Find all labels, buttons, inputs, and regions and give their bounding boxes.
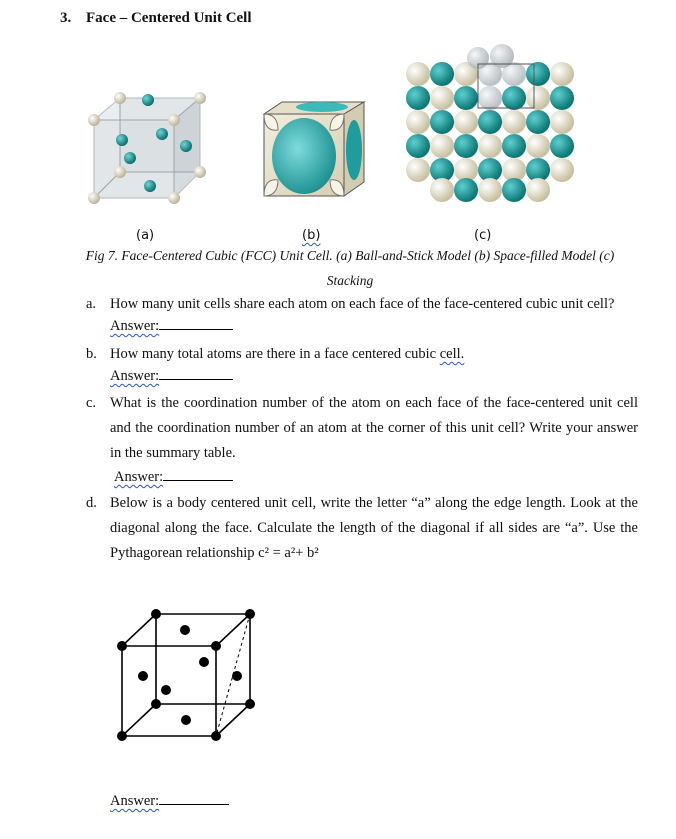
caption-line-2: Stacking <box>326 273 374 288</box>
question-a <box>86 292 646 318</box>
section-title <box>60 10 252 27</box>
question-b <box>86 342 646 368</box>
answer-d-blank[interactable] <box>159 803 229 805</box>
question-c <box>86 391 642 471</box>
section-number: 3. <box>60 10 72 26</box>
caption-line-1: Fig 7. Face-Centered Cubic (FCC) Unit Cell. (a) Ball-and-Stick Model (b) Space-filled Model (c) <box>85 248 615 263</box>
section-heading: Face – Centered Unit Cell <box>86 10 252 26</box>
bcc-cube-diagram[interactable] <box>110 606 260 742</box>
fcc-space-filled-image <box>260 100 378 200</box>
answer-b-blank[interactable] <box>159 378 233 380</box>
question-d-text: Below is a body centered unit cell, write the letter “a” along the edge length. Look at the diagonal along the face. Calculate the length of the diagonal if all sides are “a”. Use the Pythagorean relationship c² = a²+ b² <box>110 495 638 561</box>
panel-label-a: (a) <box>136 228 155 243</box>
answer-c[interactable] <box>114 469 233 486</box>
figure-caption <box>70 243 630 293</box>
question-a-letter: a. <box>86 296 97 312</box>
answer-b[interactable] <box>110 368 233 385</box>
fcc-stacking-image <box>400 44 576 204</box>
answer-b-label: Answer: <box>110 368 160 384</box>
panel-label-c: (c) <box>474 228 492 243</box>
question-b-text-main: How many total atoms are there in a face centered cubic <box>110 346 437 362</box>
fcc-ball-and-stick-image <box>82 88 212 216</box>
answer-a[interactable] <box>110 318 233 335</box>
answer-d[interactable] <box>110 793 229 810</box>
answer-c-blank[interactable] <box>163 479 233 481</box>
question-c-text: What is the coordination number of the atom on each face of the face-centered unit cell and the coordination number of an atom at the corner of this unit cell? Write your answer in the summary table. <box>110 395 638 461</box>
answer-d-label: Answer: <box>110 793 160 809</box>
question-b-text <box>110 342 640 367</box>
panel-label-b: (b) <box>302 228 321 243</box>
question-d-letter: d. <box>86 495 97 511</box>
answer-a-blank[interactable] <box>159 328 233 330</box>
question-b-letter: b. <box>86 346 97 362</box>
question-a-text: How many unit cells share each atom on each face of the face-centered cubic unit cell? <box>110 296 615 312</box>
question-d <box>86 491 642 571</box>
answer-c-label: Answer: <box>114 469 164 485</box>
answer-a-label: Answer: <box>110 318 160 334</box>
question-b-flagged-word: cell. <box>439 346 465 362</box>
question-c-letter: c. <box>86 395 97 411</box>
